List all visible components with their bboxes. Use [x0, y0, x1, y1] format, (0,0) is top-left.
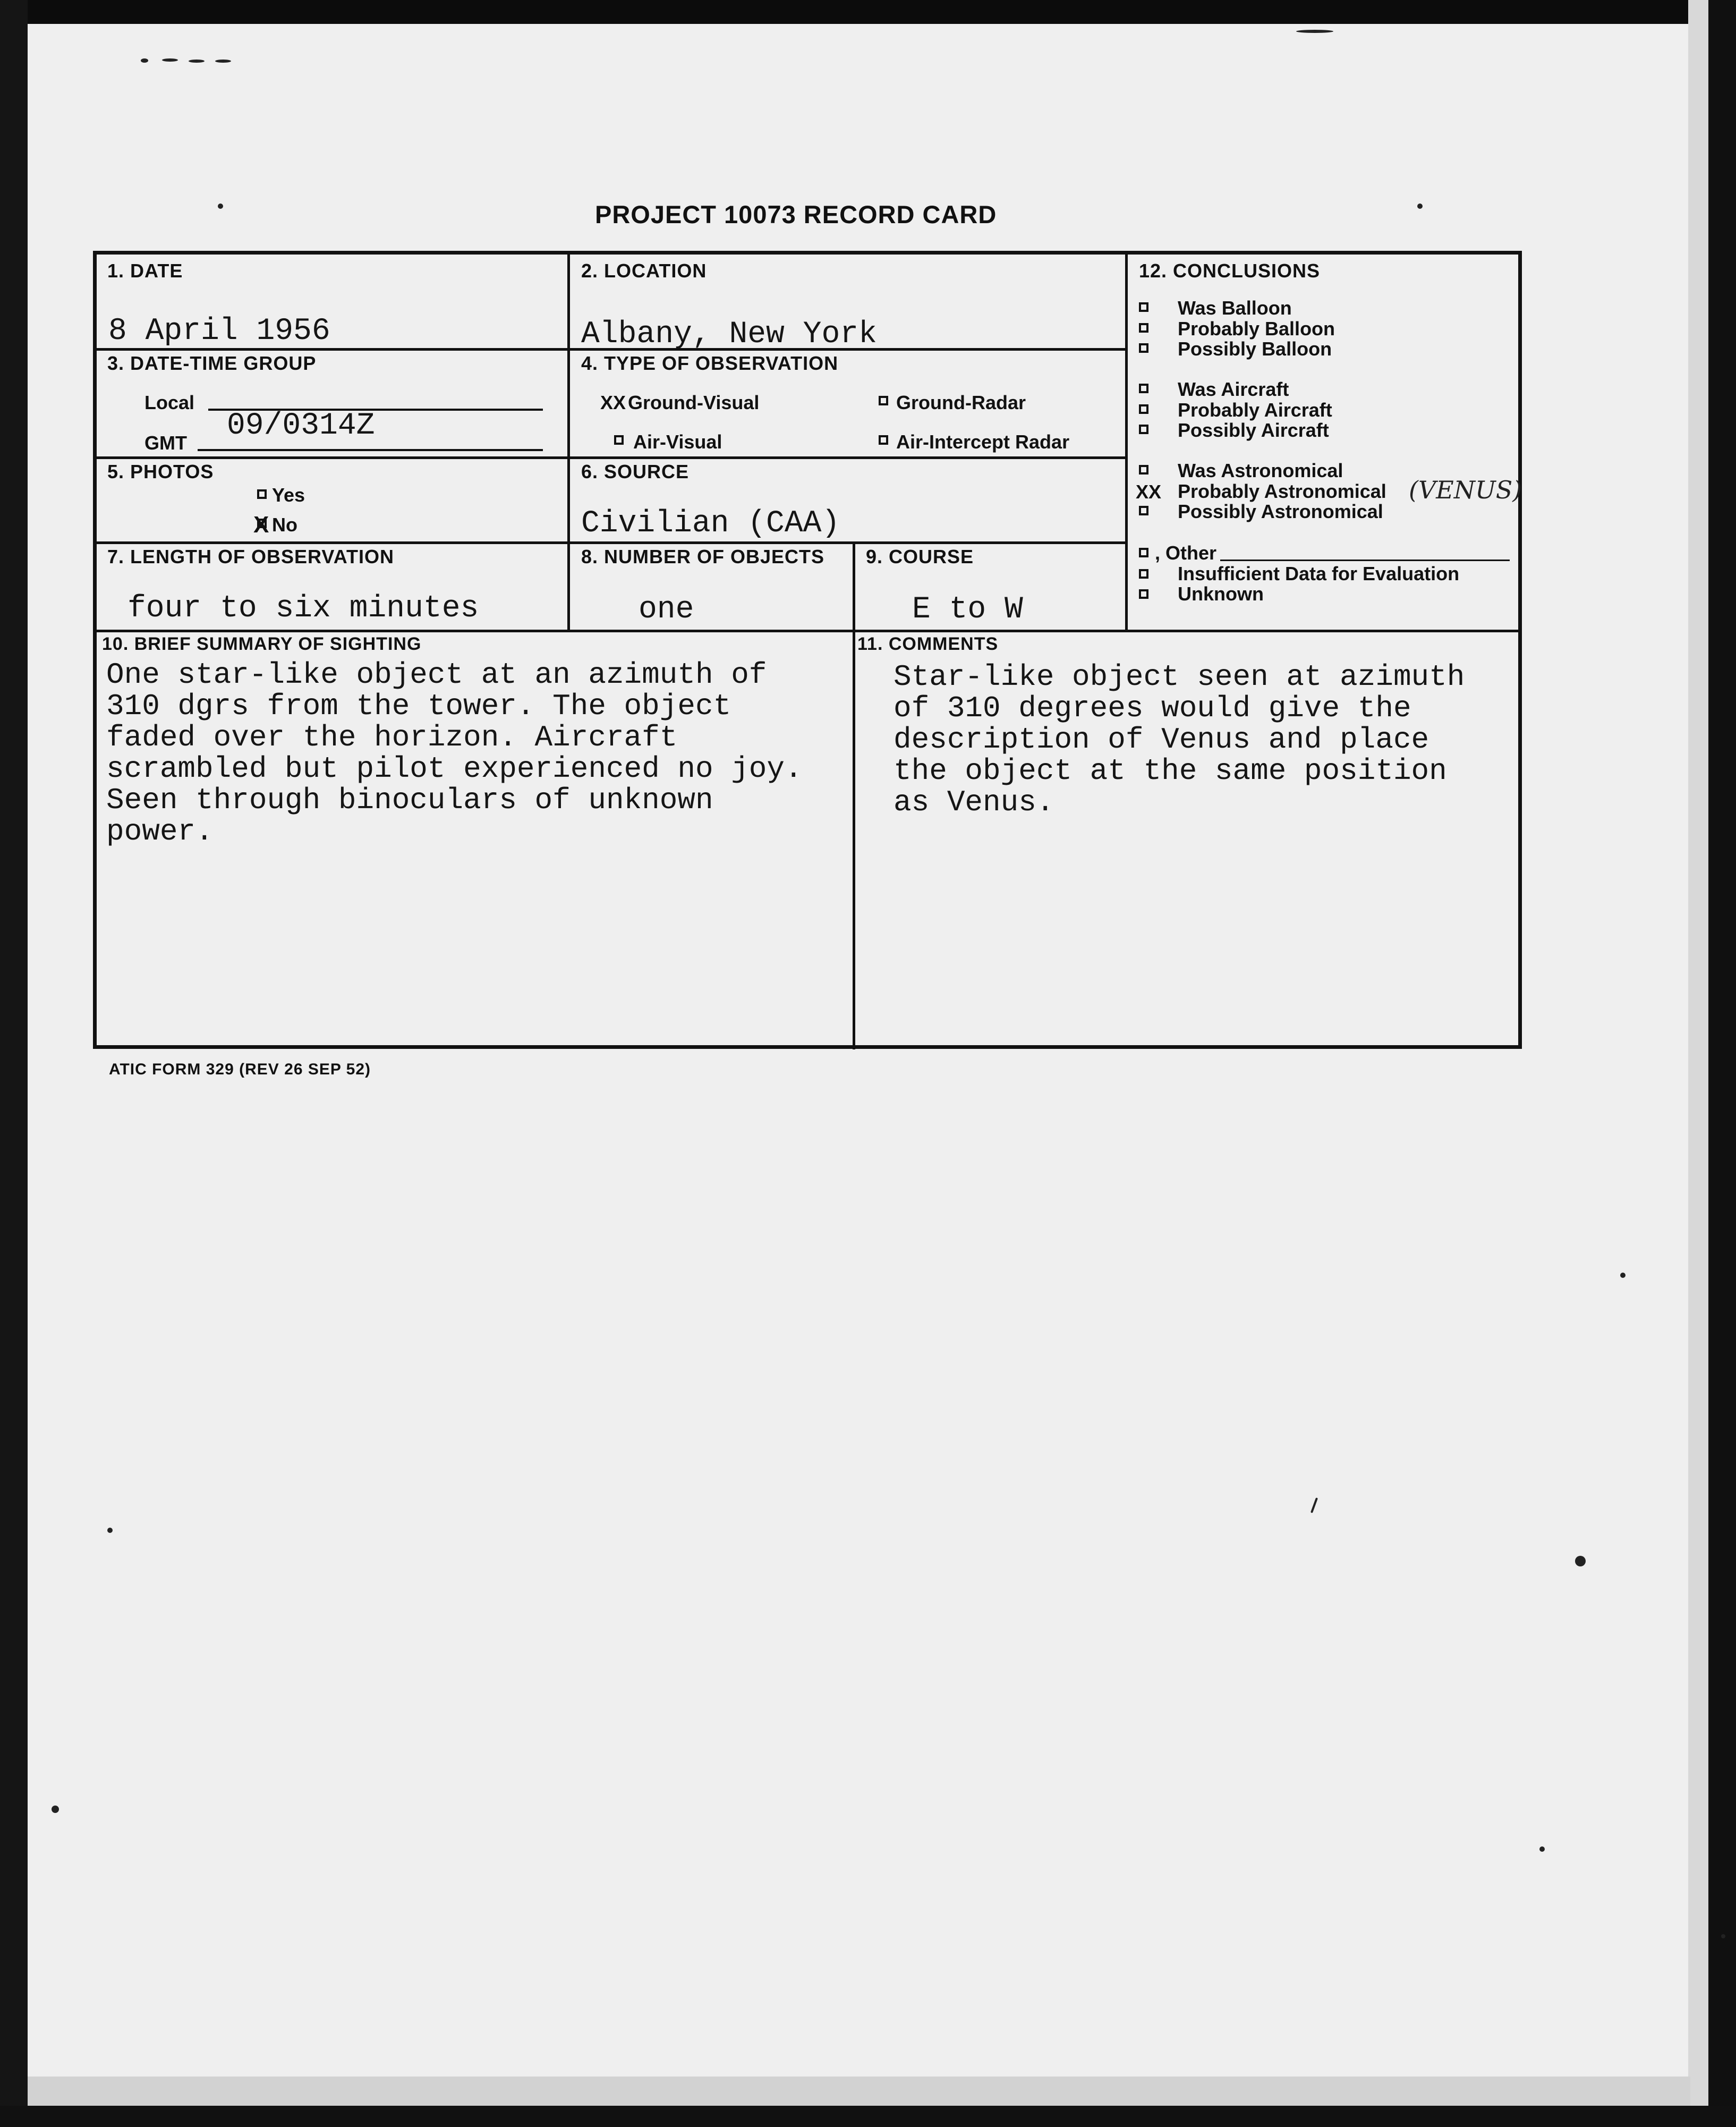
course-label: 9. COURSE [866, 546, 974, 567]
conclusion-checkbox [1139, 302, 1148, 312]
date-label: 1. DATE [107, 260, 183, 282]
conclusion-checkbox [1139, 384, 1148, 393]
comments-line: Star-like object seen at azimuth [893, 660, 1465, 694]
summary-line: power. [106, 815, 214, 849]
scan-speck [141, 58, 148, 63]
scan-speck [189, 60, 205, 63]
summary-label: 10. BRIEF SUMMARY OF SIGHTING [102, 634, 422, 654]
other-label: , Other [1155, 542, 1217, 564]
conclusion-option: Possibly Balloon [1178, 338, 1332, 360]
insufficient-checkbox [1139, 569, 1148, 579]
conclusion-checkbox [1139, 465, 1148, 474]
scan-speck [1575, 1556, 1586, 1566]
card-title: PROJECT 10073 RECORD CARD [595, 200, 997, 228]
conclusion-option: Was Astronomical [1178, 460, 1343, 481]
comments-line: description of Venus and place [893, 723, 1429, 757]
other-line [1220, 560, 1510, 561]
source-label: 6. SOURCE [581, 461, 690, 482]
scan-border-left [0, 0, 28, 2127]
date-value: 8 April 1956 [108, 314, 330, 349]
scan-speck [1296, 30, 1333, 33]
photos-yes-option: Yes [272, 484, 305, 506]
ground-visual-option: Ground-Visual [628, 392, 760, 413]
conclusion-checkbox [1139, 404, 1148, 414]
photos-no-option: No [272, 514, 297, 536]
scan-border-bottom [0, 2106, 1736, 2127]
conclusion-checkbox [1139, 323, 1148, 333]
conclusion-option: Possibly Aircraft [1178, 419, 1329, 441]
length-of-observation-label: 7. LENGTH OF OBSERVATION [107, 546, 395, 567]
grid-line [97, 456, 1125, 459]
summary-line: Seen through binoculars of unknown [106, 783, 713, 817]
summary-line: One star-like object at an azimuth of [106, 658, 767, 692]
scan-border-right-shade [1688, 0, 1708, 2127]
summary-line: 310 dgrs from the tower. The object [106, 689, 731, 723]
air-intercept-radar-checkbox [879, 435, 888, 445]
type-of-observation-label: 4. TYPE OF OBSERVATION [581, 352, 839, 374]
conclusion-option: Was Balloon [1178, 297, 1292, 319]
scan-speck [1620, 1273, 1626, 1278]
grid-line [567, 255, 570, 632]
scan-speck [52, 1806, 59, 1813]
number-of-objects-value: one [639, 592, 694, 627]
location-value: Albany, New York [581, 317, 877, 352]
grid-line [853, 541, 855, 632]
course-value: E to W [912, 592, 1023, 627]
comments-line: as Venus. [893, 785, 1054, 819]
conclusion-checkbox [1139, 343, 1148, 353]
scan-border-top [0, 0, 1736, 24]
scan-speck [162, 58, 178, 62]
conclusion-option: Was Aircraft [1178, 378, 1289, 400]
gmt-label: GMT [144, 432, 187, 454]
grid-line [97, 541, 1125, 544]
local-label: Local [144, 392, 195, 413]
number-of-objects-label: 8. NUMBER OF OBJECTS [581, 546, 825, 567]
air-visual-checkbox [614, 435, 624, 445]
comments-line: of 310 degrees would give the [893, 691, 1411, 725]
form-number: ATIC FORM 329 (REV 26 SEP 52) [109, 1061, 371, 1078]
unknown-checkbox [1139, 589, 1148, 599]
grid-line [1125, 255, 1128, 632]
ground-visual-mark: XX [600, 392, 626, 413]
air-intercept-radar-option: Air-Intercept Radar [896, 431, 1070, 453]
scan-border-bottom-shade [28, 2077, 1690, 2106]
scan-speck [215, 60, 231, 63]
source-value: Civilian (CAA) [581, 506, 840, 541]
scan-speck [1539, 1846, 1545, 1852]
conclusion-option-checked: Probably Astronomical [1178, 480, 1386, 502]
conclusion-option: Possibly Astronomical [1178, 501, 1383, 522]
scan-speck [1721, 1934, 1725, 1938]
handwritten-venus-note: (VENUS) [1409, 476, 1522, 504]
date-time-group-label: 3. DATE-TIME GROUP [107, 352, 317, 374]
other-checkbox [1139, 548, 1148, 557]
comments-text [893, 662, 1465, 818]
comments-line: the object at the same position [893, 754, 1447, 788]
photos-label: 5. PHOTOS [107, 461, 214, 482]
conclusion-option: Probably Aircraft [1178, 399, 1332, 421]
scan-speck [218, 204, 223, 209]
conclusion-checkbox [1139, 506, 1148, 515]
location-label: 2. LOCATION [581, 260, 707, 282]
scan-speck [1417, 204, 1423, 209]
gmt-value: 09/0314Z [227, 409, 375, 443]
probably-astronomical-mark: XX [1136, 481, 1162, 503]
photos-yes-checkbox [257, 489, 267, 499]
unknown-option: Unknown [1178, 583, 1264, 605]
ground-radar-checkbox [879, 396, 888, 405]
conclusion-option: Probably Balloon [1178, 318, 1335, 340]
gmt-line [198, 449, 543, 451]
grid-line [853, 630, 855, 1049]
ground-radar-option: Ground-Radar [896, 392, 1026, 413]
summary-line: faded over the horizon. Aircraft [106, 721, 678, 755]
insufficient-data-option: Insufficient Data for Evaluation [1178, 563, 1460, 584]
photos-no-mark: X [253, 512, 269, 538]
length-of-observation-value: four to six minutes [127, 591, 479, 626]
scan-border-right [1708, 0, 1736, 2127]
scan-speck [1310, 1497, 1318, 1513]
grid-line [97, 630, 1520, 632]
conclusion-checkbox [1139, 425, 1148, 434]
record-card [93, 251, 1522, 1049]
conclusions-label: 12. CONCLUSIONS [1139, 260, 1321, 282]
air-visual-option: Air-Visual [633, 431, 722, 453]
comments-label: 11. COMMENTS [857, 634, 999, 654]
scan-speck [107, 1528, 113, 1533]
summary-line: scrambled but pilot experienced no joy. [106, 752, 803, 786]
summary-text [106, 659, 803, 848]
